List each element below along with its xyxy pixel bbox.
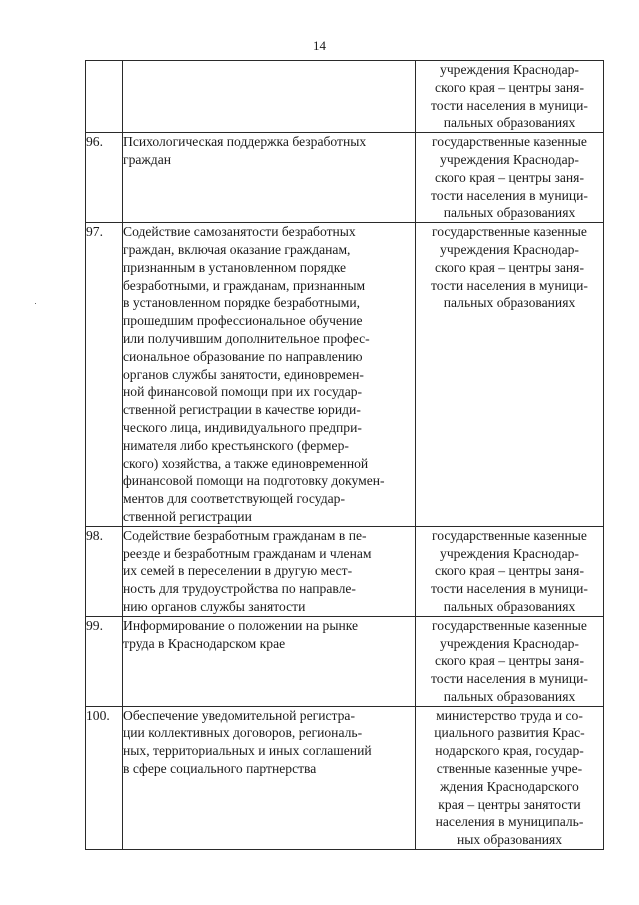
- service-name-line: ность для трудоустройства по направле-: [123, 581, 356, 597]
- executor-line: ского края – центры заня-: [435, 259, 584, 275]
- executor-line: ского края – центры заня-: [435, 79, 584, 95]
- executor-line: циального развития Крас-: [434, 725, 585, 741]
- service-name-line: ных, территориальных и иных соглашений: [123, 743, 372, 759]
- table-row: [86, 61, 604, 133]
- executor-cell: [416, 706, 604, 849]
- executor-line: ственные казенные учре-: [436, 761, 583, 777]
- service-name-line: в установленном порядке безработными,: [123, 295, 361, 311]
- executor-line: пальных образованиях: [443, 205, 576, 221]
- service-name-line: ственной регистрации в качестве юриди-: [123, 402, 361, 418]
- service-name-line: Содействие безработным гражданам в пе-: [123, 527, 367, 543]
- table-row: [86, 526, 604, 616]
- executor-line: пальных образованиях: [443, 115, 576, 131]
- service-name-line: Психологическая поддержка безработных: [123, 134, 367, 150]
- service-name-line: безработными, и гражданам, признанным: [123, 277, 366, 293]
- executor-line: тости населения в муници-: [431, 671, 588, 687]
- executor-line: министерство труда и со-: [436, 707, 583, 723]
- service-name-line: финансовой помощи на подготовку докумен-: [123, 473, 385, 489]
- executor-line: ского края – центры заня-: [435, 169, 584, 185]
- executor-line: ных образованиях: [456, 832, 563, 848]
- row-number: 96.: [86, 133, 123, 223]
- row-number: 98.: [86, 526, 123, 616]
- executor-line: государственные казенные: [432, 134, 587, 150]
- table-row: [86, 133, 604, 223]
- executor-line: тости населения в муници-: [431, 187, 588, 203]
- executor-line: тости населения в муници-: [431, 277, 588, 293]
- service-name-line: органов службы занятости, единовремен-: [123, 366, 364, 382]
- service-name-cell: [123, 223, 416, 527]
- service-name-line: Обеспечение уведомительной регистра-: [123, 707, 355, 723]
- service-name-line: в сфере социального партнерства: [123, 761, 317, 777]
- service-name-line: их семей в переселении в другую мест-: [123, 563, 353, 579]
- service-name-line: граждан: [123, 151, 172, 167]
- executor-line: ждения Краснодарского: [440, 778, 579, 794]
- service-name-line: прошедшим профессиональное обучение: [123, 313, 363, 329]
- executor-line: пальных образованиях: [443, 598, 576, 614]
- service-name-line: ческого лица, индивидуального предпри-: [123, 419, 362, 435]
- executor-line: тости населения в муници-: [431, 97, 588, 113]
- executor-line: нодарского края, государ-: [435, 743, 584, 759]
- service-name-line: или получившим дополнительное профес-: [123, 330, 370, 346]
- executor-cell: [416, 133, 604, 223]
- service-name-line: реезде и безработным гражданам и членам: [123, 545, 372, 561]
- row-number: 100.: [86, 706, 123, 849]
- service-name-line: сиональное образование по направлению: [123, 348, 363, 364]
- service-name-cell: [123, 526, 416, 616]
- table-body: [86, 61, 604, 850]
- service-name-line: Информирование о положении на рынке: [123, 617, 359, 633]
- service-name-line: ментов для соответствующей государ-: [123, 491, 345, 507]
- scan-speck: [35, 303, 36, 304]
- service-name-line: труда в Краснодарском крае: [123, 635, 286, 651]
- service-name-line: граждан, включая оказание гражданам,: [123, 241, 351, 257]
- executor-cell: [416, 223, 604, 527]
- service-name-line: нимателя либо крестьянского (фермер-: [123, 437, 349, 453]
- service-name-line: ственной регистрации: [123, 508, 252, 524]
- executor-line: края – центры занятости: [438, 796, 581, 812]
- table-row: [86, 706, 604, 849]
- executor-line: пальных образованиях: [443, 295, 576, 311]
- table-row: [86, 223, 604, 527]
- service-name-line: Содействие самозанятости безработных: [123, 224, 356, 240]
- table-row: [86, 616, 604, 706]
- executor-line: государственные казенные: [432, 527, 587, 543]
- executor-cell: [416, 616, 604, 706]
- executor-line: учреждения Краснодар-: [440, 62, 579, 77]
- executor-line: государственные казенные: [432, 224, 587, 240]
- page-number: 14: [313, 38, 326, 53]
- executor-line: учреждения Краснодар-: [440, 241, 579, 257]
- service-name-line: ной финансовой помощи при их государ-: [123, 384, 363, 400]
- executor-cell: [416, 526, 604, 616]
- executor-line: учреждения Краснодар-: [440, 545, 579, 561]
- service-name-cell: [123, 706, 416, 849]
- row-number: 99.: [86, 616, 123, 706]
- executor-line: тости населения в муници-: [431, 581, 588, 597]
- service-name-cell: [123, 616, 416, 706]
- services-table: [85, 60, 604, 850]
- executor-cell: [416, 61, 604, 133]
- service-name-cell: [123, 133, 416, 223]
- executor-line: ского края – центры заня-: [435, 653, 584, 669]
- service-name-cell: [123, 61, 416, 133]
- service-name-line: ции коллективных договоров, региональ-: [123, 725, 363, 741]
- executor-line: пальных образованиях: [443, 688, 576, 704]
- row-number: [86, 61, 123, 133]
- row-number: 97.: [86, 223, 123, 527]
- executor-line: учреждения Краснодар-: [440, 151, 579, 167]
- executor-line: учреждения Краснодар-: [440, 635, 579, 651]
- service-name-line: признанным в установленном порядке: [123, 259, 347, 275]
- service-name-line: ского) хозяйства, а также единовременной: [123, 455, 369, 471]
- executor-line: населения в муниципаль-: [435, 814, 584, 830]
- executor-line: государственные казенные: [432, 617, 587, 633]
- service-name-line: нию органов службы занятости: [123, 598, 306, 614]
- executor-line: ского края – центры заня-: [435, 563, 584, 579]
